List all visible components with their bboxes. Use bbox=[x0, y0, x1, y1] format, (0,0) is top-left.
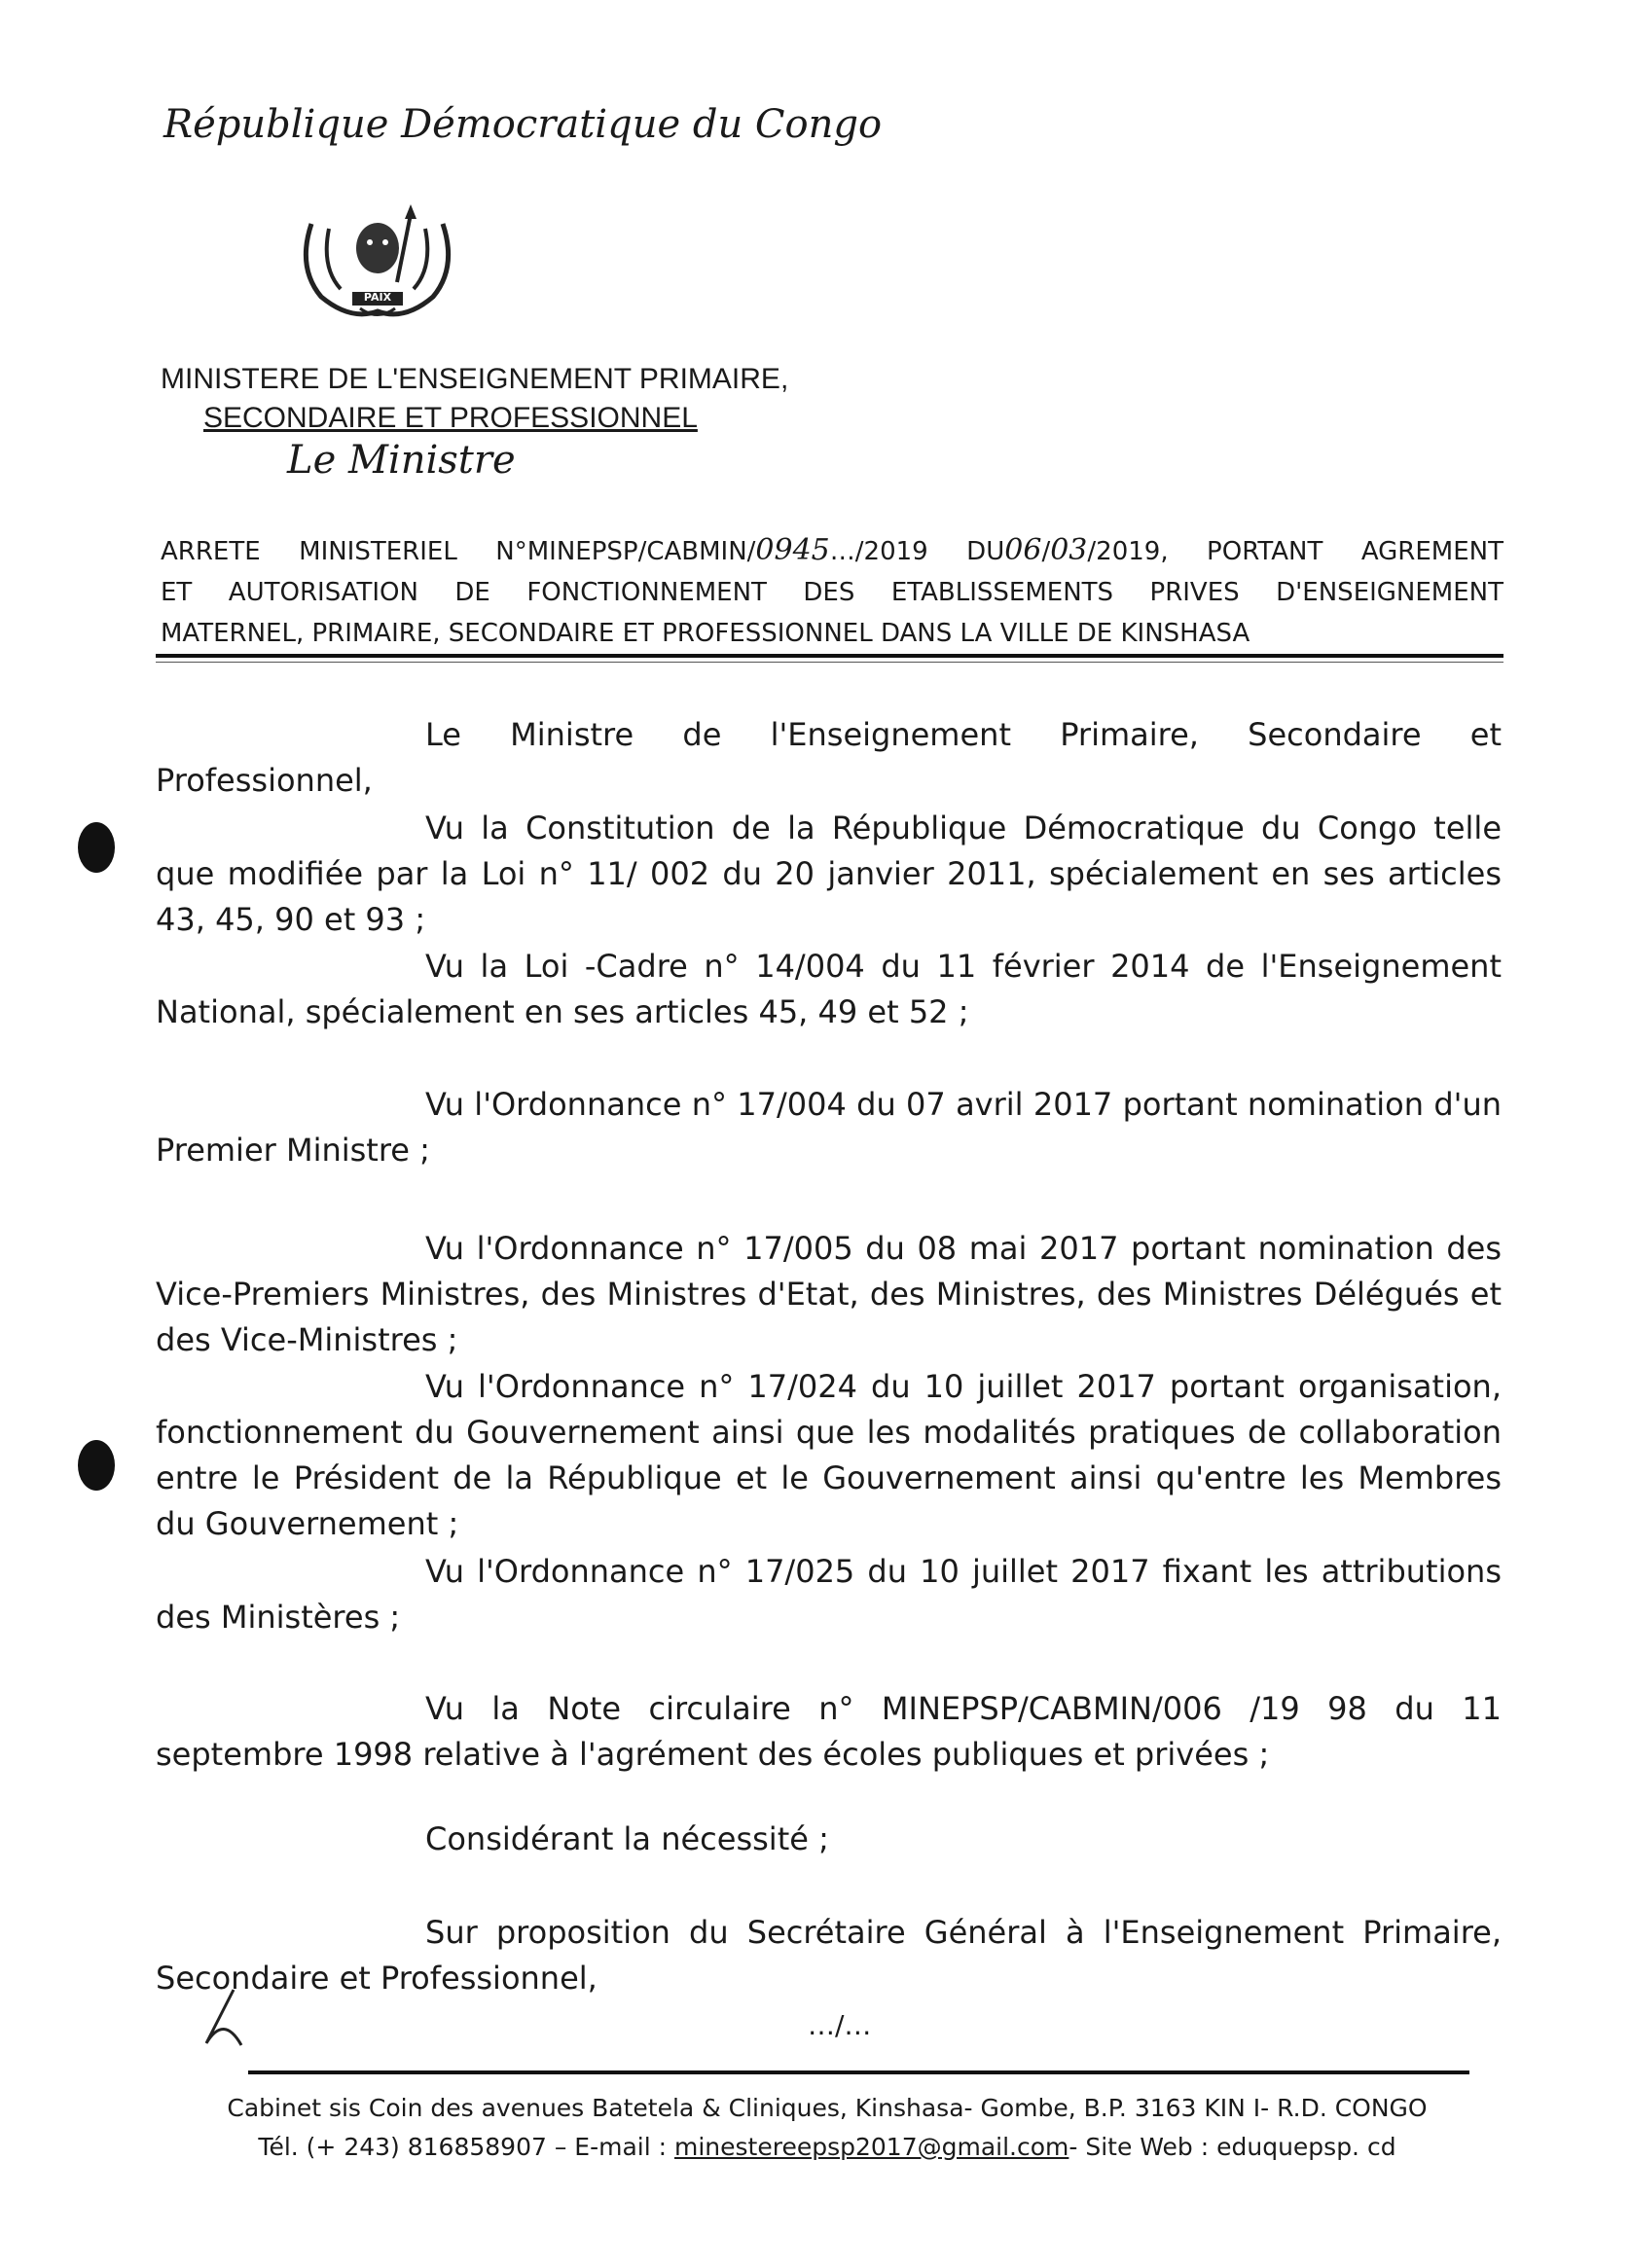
footer-rule bbox=[248, 2070, 1469, 2074]
punch-hole bbox=[78, 822, 115, 873]
footer-contact bbox=[156, 2131, 1499, 2164]
vu-ordonnance-005: Vu l'Ordonnance n° 17/005 du 08 mai 2017 portant nomination des Vice-Premiers Ministres, des Ministres d'Etat, des Ministres, des Ministres Délégués et des Vice-Ministres ; bbox=[156, 1230, 1502, 1358]
handwritten-number: 0945 bbox=[755, 533, 830, 567]
title-rule bbox=[156, 654, 1503, 658]
coat-of-arms-icon bbox=[292, 199, 462, 326]
intro bbox=[156, 712, 1502, 804]
continuation-mark: …/… bbox=[808, 2009, 872, 2041]
vu-ordonnance-025: Vu l'Ordonnance n° 17/025 du 10 juillet 2017 fixant les attributions des Ministères ; bbox=[156, 1553, 1502, 1636]
coat-of-arms bbox=[292, 199, 462, 326]
ministry-name bbox=[161, 360, 788, 438]
vu-ordonnance-024: Vu l'Ordonnance n° 17/024 du 10 juillet 2017 portant organisation, fonctionnement du Gouvernement ainsi que les modalités pratiques de collaboration entre le Président de la République et le Gouvernement ainsi qu'entre les Membres du Gouvernement ; bbox=[156, 1368, 1502, 1542]
sur-proposition: Sur proposition du Secrétaire Général à l'Enseignement Primaire, Secondaire et Professionnel, bbox=[156, 1914, 1502, 1997]
footer-phone: Tél. (+ 243) 816858907 – E-mail : bbox=[258, 2133, 674, 2161]
decree-title-line-2: ET AUTORISATION DE FONCTIONNEMENT DES ETABLISSEMENTS PRIVES D'ENSEIGNEMENT bbox=[161, 578, 1503, 607]
vu-note-circulaire: Vu la Note circulaire n° MINEPSP/CABMIN/006 /19 98 du 11 septembre 1998 relative à l'agrément des écoles publiques et privées ; bbox=[156, 1690, 1502, 1773]
vu-ordonnance-004: Vu l'Ordonnance n° 17/004 du 07 avril 2017 portant nomination d'un Premier Ministre ; bbox=[156, 1086, 1502, 1169]
footer-address: Cabinet sis Coin des avenues Batetela & Cliniques, Kinshasa- Gombe, B.P. 3163 KIN I- R.D. CONGO bbox=[227, 2094, 1428, 2122]
decree-title bbox=[161, 530, 1503, 654]
emblem-motto: PAIX bbox=[363, 291, 392, 304]
handwritten-month: 03 bbox=[1050, 533, 1088, 567]
decree-title-line-3: MATERNEL, PRIMAIRE, SECONDAIRE ET PROFESSIONNEL DANS LA VILLE DE KINSHASA bbox=[161, 619, 1250, 648]
footer-website: - Site Web : eduquepsp. cd bbox=[1069, 2133, 1396, 2161]
vu-loi-cadre: Vu la Loi -Cadre n° 14/004 du 11 février 2014 de l'Enseignement National, spécialement en ses articles 45, 49 et 52 ; bbox=[156, 948, 1502, 1030]
ministry-line-2: SECONDAIRE ET PROFESSIONNEL bbox=[203, 402, 698, 434]
vu-constitution: Vu la Constitution de la République Démocratique du Congo telle que modifiée par la Loi n° 11/ 002 du 20 janvier 2011, spécialement en ses articles 43, 45, 90 et 93 ; bbox=[156, 810, 1502, 938]
considerant: Considérant la nécessité ; bbox=[425, 1820, 829, 1857]
country-name: République Démocratique du Congo bbox=[163, 102, 883, 147]
handwritten-day: 06 bbox=[1004, 533, 1042, 567]
intro-line-1: Le Ministre de l'Enseignement Primaire, Secondaire et bbox=[425, 716, 1502, 753]
ministry-line-1: MINISTERE DE L'ENSEIGNEMENT PRIMAIRE, bbox=[161, 363, 789, 395]
footer-email-link[interactable]: minestereepsp2017@gmail.com bbox=[673, 2133, 1069, 2161]
minister-heading: Le Ministre bbox=[287, 438, 516, 483]
initials-mark bbox=[195, 1985, 253, 2057]
intro-line-2: Professionnel, bbox=[156, 762, 373, 799]
decree-title-line-1: ARRETE MINISTERIEL N°MINEPSP/CABMIN/0945…/2019 DU06/03/2019, PORTANT AGREMENT bbox=[161, 533, 1503, 567]
title-rule-thin bbox=[156, 662, 1503, 663]
punch-hole bbox=[78, 1440, 115, 1491]
